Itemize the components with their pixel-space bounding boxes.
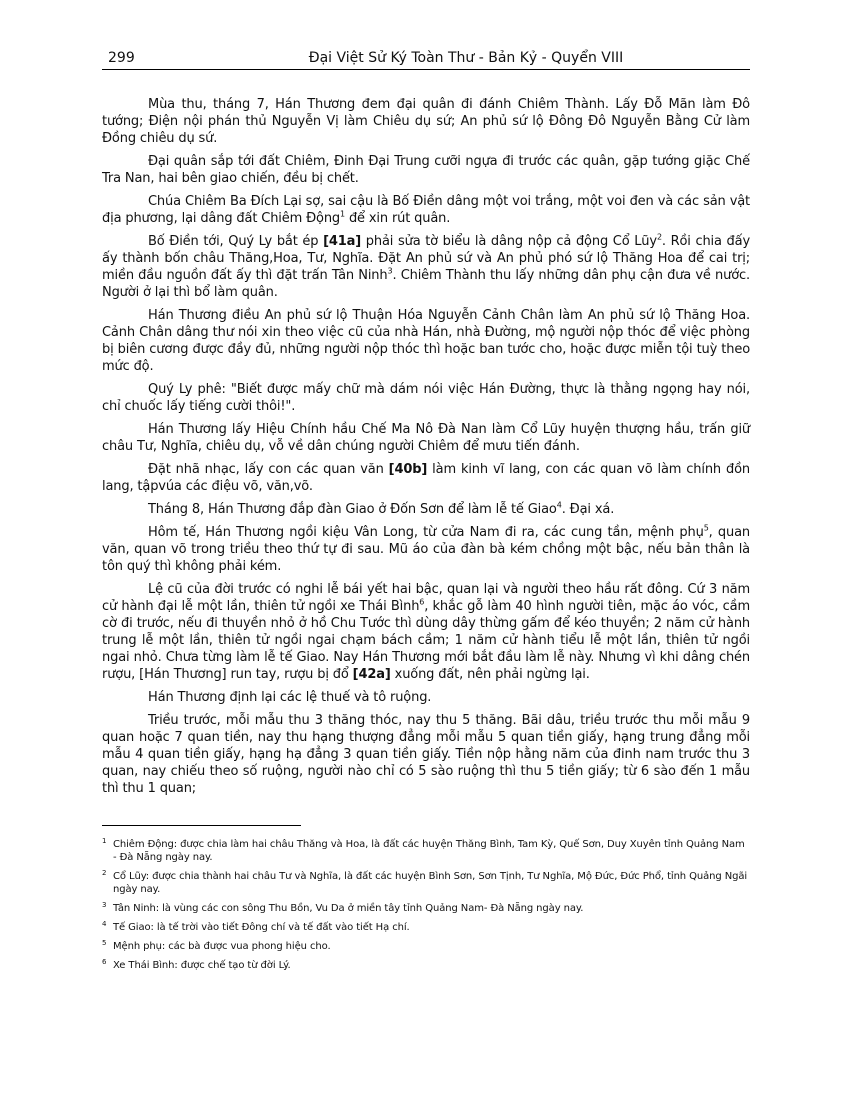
paragraph [102, 421, 750, 455]
text-run: . Đại xá. [561, 502, 615, 517]
running-title: Đại Việt Sử Ký Toàn Thư - Bản Kỷ - Quyển VIII [308, 50, 624, 66]
footnote-ref: 1 [340, 209, 345, 219]
page-number: 299 [108, 50, 135, 66]
text-run: Hôm tế, Hán Thương ngồi kiệu Vân Long, từ cửa Nam đi ra, các cung tần, mệnh phụ [148, 525, 704, 540]
footnote-ref: 3 [387, 266, 393, 276]
footnote-text: Tế Giao: là tế trời vào tiết Đông chí và tế đất vào tiết Hạ chí. [113, 922, 410, 933]
paragraph [102, 381, 750, 415]
footnote-text: Tân Ninh: là vùng các con sông Thu Bồn, Vu Da ở miền tây tỉnh Quảng Nam- Đà Nẵng ngày nay. [113, 903, 584, 914]
text-run: . Rồi chia đấy ấy thành bốn châu Thăng,Hoa, Tư, Nghĩa. Đặt An phủ sứ và An phủ phó sứ lộ Thăng Hoa để cai trị; miền đầu nguồn đất ấy thì đặt trấn Tân Ninh [102, 234, 750, 283]
text-run: Hán Thương định lại các lệ thuế và tô ruộng. [148, 690, 432, 705]
footnote [102, 902, 750, 915]
text-run: phải sửa tờ biểu là dâng nộp cả động Cổ Lũy [361, 234, 657, 249]
footnote [102, 940, 750, 953]
paragraph [102, 524, 750, 575]
footnote-number: 5 [102, 939, 107, 947]
text-run: Triều trước, mỗi mẫu thu 3 thăng thóc, nay thu 5 thăng. Bãi dâu, triều trước thu mỗi mẫu 9 quan hoặc 7 quan tiền, nay thu hạng thượng đẳng mỗi mẫu 5 quan tiền giấy, hạng trung đẳng mỗi mẫu 4 quan tiền giấy, hạng hạ đẳng 3 quan tiền giấy. Tiền nộp hằng năm của đinh nam trước thu 3 quan, nay chiếu theo số ruộng, người nào chỉ có 5 sào ruộng thì thu 5 tiền giấy; từ 6 sào đến 1 mẫu thì thu 1 quan; [102, 713, 750, 796]
text-run: Hán Thương lấy Hiệu Chính hầu Chế Ma Nô Đà Nan làm Cổ Lũy huyện thượng hầu, trấn giữ châu Tư, Nghĩa, chiêu dụ, vỗ về dân chúng người Chiêm để mưu tiến đánh. [102, 422, 750, 454]
footnote-text: Cổ Lũy: được chia thành hai châu Tư và Nghĩa, là đất các huyện Bình Sơn, Sơn Tịnh, Tư Nghĩa, Mộ Đức, Đức Phổ, tỉnh Quảng Ngãi ngày nay. [113, 871, 748, 895]
footnote-ref: 6 [419, 597, 425, 607]
text-run: Tháng 8, Hán Thương đắp đàn Giao ở Đốn Sơn để làm lễ tế Giao [148, 502, 557, 517]
text-run: xuống đất, nên phải ngừng lại. [390, 667, 590, 682]
paragraph [102, 233, 750, 301]
paragraph [102, 96, 750, 147]
paragraph [102, 153, 750, 187]
footnote-text: Mệnh phụ: các bà được vua phong hiệu cho. [113, 941, 331, 952]
folio-marker: [41a] [323, 234, 362, 249]
paragraph [102, 307, 750, 375]
footnote-ref: 4 [556, 500, 562, 510]
paragraph [102, 461, 750, 495]
footnote-number: 1 [102, 837, 107, 845]
paragraph [102, 193, 750, 227]
footnote-number: 2 [102, 869, 107, 877]
footnotes [102, 838, 750, 978]
footnote [102, 921, 750, 934]
text-run: để xin rút quân. [344, 211, 451, 226]
text-run: Hán Thương điều An phủ sứ lộ Thuận Hóa Nguyễn Cảnh Chân làm An phủ sứ lộ Thăng Hoa. Cảnh Chân dâng thư nói xin theo việc cũ của nhà Hán, nhà Đường, mộ người nộp thóc để việc phòng bị biên cương được đầy đủ, những người nộp thóc thì hoặc ban tước cho, hoặc được miễn tội tuỳ theo mức độ. [102, 308, 750, 374]
footnote-text: Chiêm Động: được chia làm hai châu Thăng và Hoa, là đất các huyện Thăng Bình, Tam Kỳ, Quế Sơn, Duy Xuyên tỉnh Quảng Nam - Đà Nẵng ngày nay. [113, 839, 745, 863]
text-run: Lệ cũ của đời trước có nghi lễ bái yết hai bậc, quan lại và người theo hầu rất đông. Cứ 3 năm cử hành đại lễ một lần, thiên tử ngồi xe Thái Bình [102, 582, 750, 614]
footnote-text: Xe Thái Bình: được chế tạo từ đời Lý. [113, 960, 291, 971]
footnote [102, 838, 750, 864]
footnote-separator [102, 825, 301, 826]
text-run: Đặt nhã nhạc, lấy con các quan văn [148, 462, 389, 477]
text-run: Chúa Chiêm Ba Đích Lại sợ, sai cậu là Bố Điền dâng một voi trắng, một voi đen và các sản vật địa phương, lại dâng đất Chiêm Động [102, 194, 750, 226]
paragraph [102, 581, 750, 683]
footnote [102, 959, 750, 972]
paragraph [102, 689, 750, 706]
text-run: , quan văn, quan võ trong triều theo thứ tự đi sau. Mũ áo của đàn bà kém chồng một bậc, nếu bản thân là tôn quý thì không phải kém. [102, 525, 751, 574]
paragraph [102, 712, 750, 797]
footnote-number: 6 [102, 958, 107, 966]
text-run: , khắc gỗ làm 40 hình người tiên, mặc áo vóc, cầm cờ đi trước, nếu đi thuyền nhỏ ở hồ Chu Tước thì dùng dây thừng gấm để kéo thuyền; 2 năm cử hành trung lễ một lần, thiên tử ngồi ngai chạm bách cầm; 1 năm cử hành tiểu lễ một lần, thiên tử ngồi ngai nhỏ. Chưa từng làm lễ tế Giao. Nay Hán Thương mới bắt đầu làm lễ này. Nhưng vì khi dâng chén rượu, [Hán Thương] run tay, rượu bị đổ [102, 599, 750, 682]
footnote [102, 870, 750, 896]
footnote-number: 3 [102, 901, 107, 909]
text-run: làm kinh vĩ lang, con các quan võ làm chính đồn lang, tậpvúa các điệu võ, văn,võ. [102, 462, 751, 494]
text-run: Đại quân sắp tới đất Chiêm, Đinh Đại Trung cưỡi ngựa đi trước các quân, gặp tướng giặc Chế Tra Nan, hai bên giao chiến, đều bị chết. [102, 154, 750, 186]
text-run: Mùa thu, tháng 7, Hán Thương đem đại quân đi đánh Chiêm Thành. Lấy Đỗ Mãn làm Đô tướng; Điện nội phán thủ Nguyễn Vị làm Chiêu dụ sứ; An phủ sứ lộ Đông Đô Nguyễn Bằng Cử làm Đồng chiêu dụ sứ. [102, 97, 750, 146]
header-rule [102, 69, 750, 70]
text-run: . Chiêm Thành thu lấy những dân phụ cận đưa về nước. Người ở lại thì bổ làm quân. [102, 268, 750, 300]
footnote-ref: 5 [703, 523, 709, 533]
folio-marker: [42a] [352, 667, 391, 682]
folio-marker: [40b] [388, 462, 428, 477]
text-run: Bố Điền tới, Quý Ly bắt ép [148, 234, 324, 249]
paragraph [102, 501, 750, 518]
footnote-number: 4 [102, 920, 107, 928]
page-header [102, 48, 750, 68]
text-run: Quý Ly phê: "Biết được mấy chữ mà dám nói việc Hán Đường, thực là thằng ngọng hay nói, chỉ chuốc lấy tiếng cười thôi!". [102, 382, 750, 414]
footnote-ref: 2 [656, 232, 662, 242]
body-text [102, 96, 750, 803]
